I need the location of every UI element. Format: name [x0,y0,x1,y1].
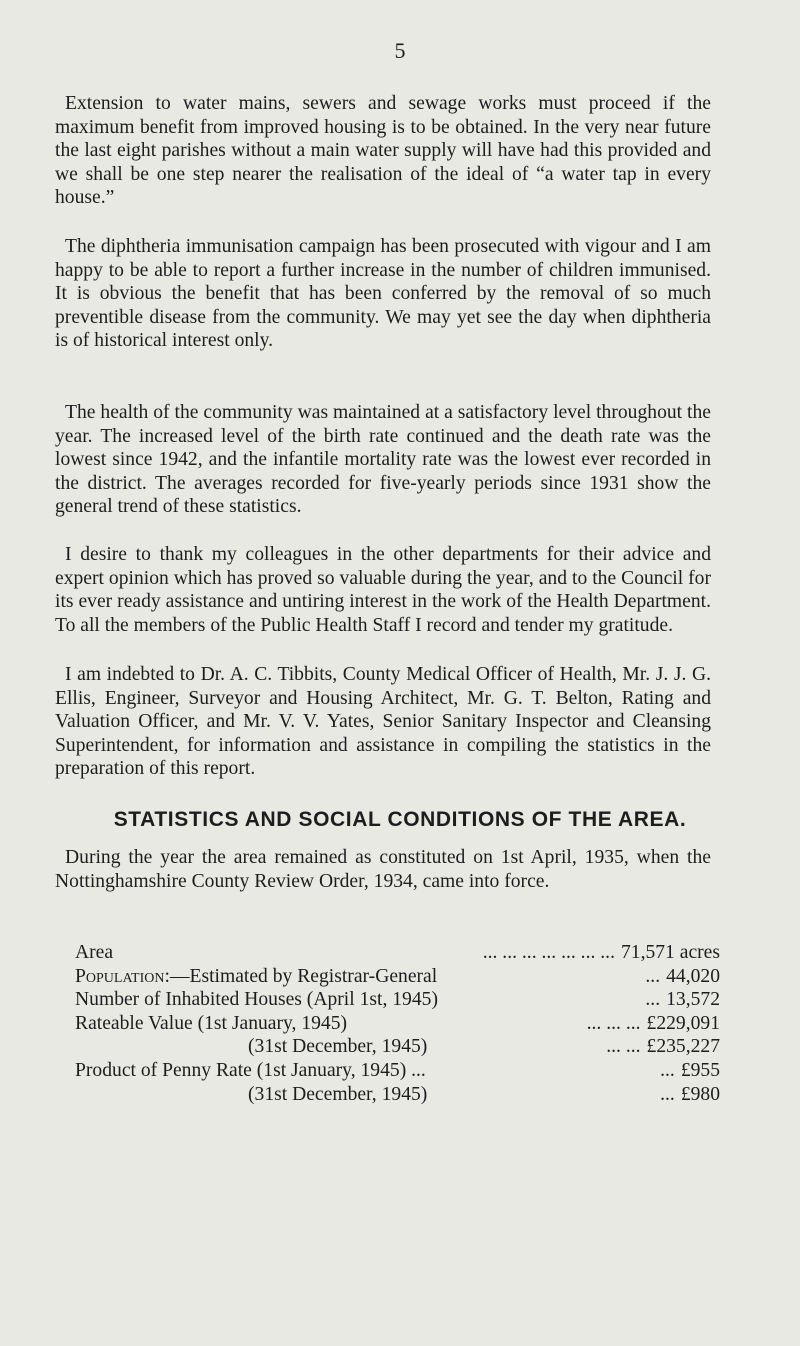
stat-row-area [75,941,720,965]
stat-row-houses [75,988,720,1012]
leader-dots: ... [645,989,661,1011]
stat-value: £980 [680,1083,720,1105]
stat-row-penny-dec [75,1083,720,1107]
stat-label: Product of Penny Rate (1st January, 1945) ... [75,1059,426,1081]
stat-row-rateable-dec [75,1035,720,1059]
stat-value: 44,020 [666,965,720,987]
stat-value: £235,227 [646,1036,720,1058]
section-heading: STATISTICS AND SOCIAL CONDITIONS OF THE AREA. [113,808,687,831]
stat-label [75,965,437,989]
stat-label: (31st December, 1945) [248,1036,428,1058]
paragraph-acknowledgements: I am indebted to Dr. A. C. Tibbits, County Medical Officer of Health, Mr. J. J. G. Ellis, Engineer, Surveyor and Housing Architect, Mr. G. T. Belton, Rating and Valuation Officer, and Mr. V. V. Yates, Senior Sanitary Inspector and Cleansing Superintendent, for information and assistance in compiling the statistics in the preparation of this report. [55,664,711,780]
leader-dots: ... ... ... ... ... ... ... [482,942,615,963]
stat-label-rest: :—Estimated by Registrar-General [164,965,438,987]
stat-row-rateable-jan [75,1012,720,1036]
stat-row-penny-jan [75,1059,720,1083]
paragraph-water-mains: Extension to water mains, sewers and sewage works must proceed if the maximum benefit from improved housing is to be obtained. In the very near future the last eight parishes without a main water supply will have had this provided and we shall be one step nearer the realisation of the ideal of “a water tap in every house.” [55,93,711,209]
statistics-table [75,941,720,1106]
stat-label: Area [75,942,114,963]
stat-label: Number of Inhabited Houses (April 1st, 1945) [75,989,438,1011]
stat-label-smallcaps: Population [75,965,165,987]
stat-label: (31st December, 1945) [248,1083,428,1105]
leader-dots: ... [660,1083,675,1105]
leader-dots: ... ... [606,1036,641,1058]
section-intro: During the year the area remained as constituted on 1st April, 1935, when the Nottinghamshire County Review Order, 1934, came into force. [55,847,711,892]
page-number: 5 [394,38,406,63]
stat-label: Rateable Value (1st January, 1945) [75,1012,348,1034]
leader-dots: ... [645,965,661,987]
leader-dots: ... ... ... [586,1012,641,1034]
leader-dots: ... [660,1059,675,1081]
paragraph-diphtheria: The diphtheria immunisation campaign has been prosecuted with vigour and I am happy to be able to report a further increase in the number of children immunised. It is obvious the benefit that has been conferred by the removal of so much preventible disease from the community. We may yet see the day when diphtheria is of historical interest only. [55,236,711,352]
stat-value: 13,572 [666,989,720,1011]
stat-value: 71,571 acres [620,942,720,963]
stat-value: £955 [680,1059,720,1081]
paragraph-health: The health of the community was maintained at a satisfactory level throughout the year. The increased level of the birth rate continued and the death rate was the lowest since 1942, and the infantile mortality rate was the lowest ever recorded in the district. The averages recorded for five-yearly periods since 1931 show the general trend of these statistics. [55,402,711,518]
stat-row-population [75,965,720,989]
paragraph-thanks: I desire to thank my colleagues in the other departments for their advice and expert opinion which has proved so valuable during the year, and to the Council for its ever ready assistance and untiring interest in the work of the Health Department. To all the members of the Public Health Staff I record and tender my gratitude. [55,544,711,636]
stat-value: £229,091 [646,1012,720,1034]
